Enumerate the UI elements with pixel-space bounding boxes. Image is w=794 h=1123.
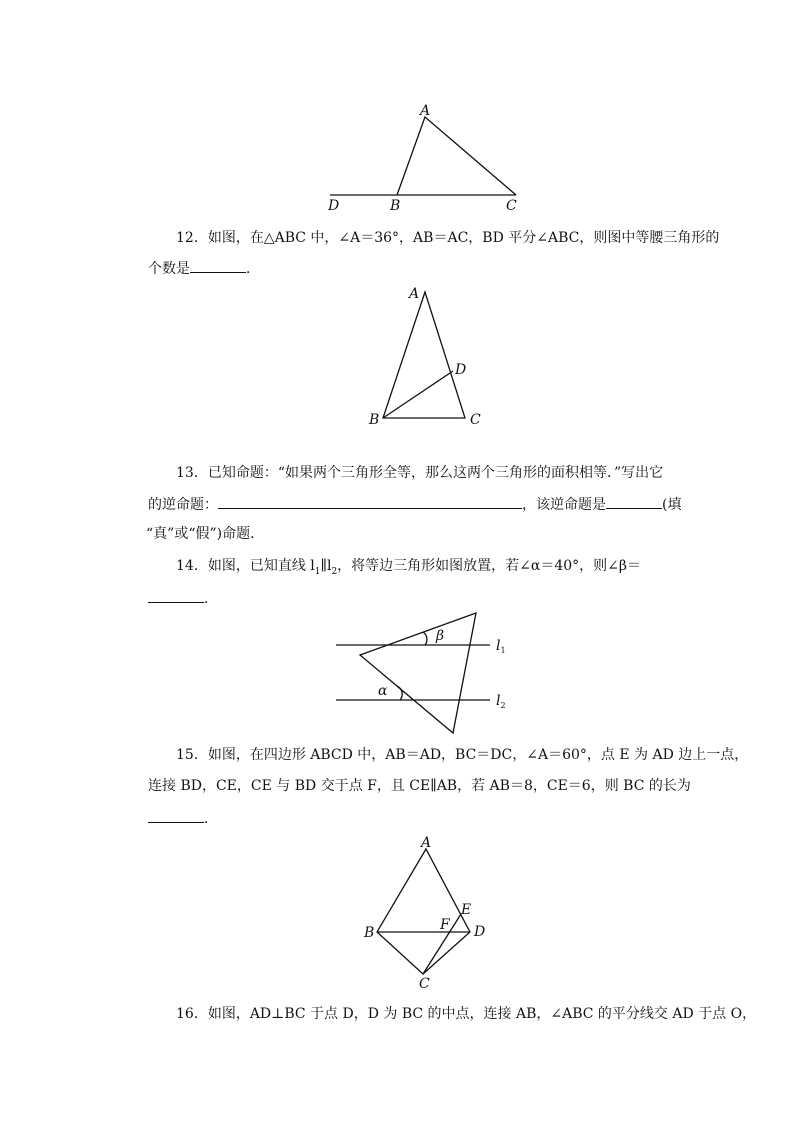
figure-q11 [320, 100, 530, 215]
q14-line2 [148, 588, 218, 609]
q13-text3: “真”或“假”)命题． [146, 526, 265, 542]
angle-alpha-arc [397, 686, 402, 700]
label-b: B [369, 412, 380, 428]
q13-line2 [148, 494, 681, 515]
label-c: C [470, 412, 481, 428]
quadrilateral-abcd [377, 849, 470, 974]
label-a: A [421, 835, 432, 851]
q13-text2-mid: ，该逆命题是 [522, 497, 606, 513]
label-l1-main: l [496, 638, 501, 654]
q13-text2-start: 的逆命题： [148, 497, 218, 513]
label-b: B [364, 925, 375, 941]
q15-line2 [148, 776, 691, 796]
label-b: B [390, 198, 401, 214]
q15-text2: 连接 BD，CE，CE 与 BD 交于点 F，且 CE∥AB，若 AB＝8，CE＝6，则 BC 的长为 [148, 778, 691, 794]
figure-q15 [360, 835, 495, 995]
q15-line1 [176, 745, 748, 765]
label-l2-sub: 2 [500, 701, 506, 710]
label-c: C [419, 976, 430, 992]
q14-sub2: 2 [331, 566, 338, 577]
q13-line1 [176, 463, 663, 483]
equilateral-triangle [360, 613, 476, 733]
q12-end: ． [246, 261, 260, 277]
q14-end: ． [204, 591, 218, 607]
label-alpha: α [378, 683, 388, 699]
q14-answer-blank[interactable] [148, 588, 204, 603]
label-f: F [440, 917, 450, 933]
label-l1-sub: 1 [500, 646, 506, 655]
q14-sub1: 1 [314, 566, 321, 577]
q16-text1: 16．如图，AD⊥BC 于点 D，D 为 BC 的中点，连接 AB，∠ABC 的平分线交 AD 于点 O， [176, 1006, 757, 1022]
q12-line2 [148, 258, 260, 279]
label-e: E [461, 902, 472, 918]
q15-end: ． [204, 811, 218, 827]
label-l2 [496, 693, 506, 710]
q14-text-start: 14．如图，已知直线 l [176, 558, 315, 574]
segment-bd [383, 371, 453, 418]
q16-line1 [176, 1004, 756, 1024]
label-a: A [409, 286, 420, 302]
q14-line1 [176, 556, 641, 582]
figure-q14 [330, 605, 520, 745]
q14-text-end: ，将等边三角形如图放置，若∠α＝40°，则∠β＝ [337, 558, 641, 574]
q12-line1 [176, 228, 719, 248]
q12-answer-blank[interactable] [190, 258, 246, 273]
label-a: A [420, 103, 431, 119]
label-l1 [496, 638, 506, 655]
q15-line3 [148, 808, 218, 829]
angle-beta-arc [423, 632, 427, 645]
label-d: D [328, 198, 340, 214]
figure-q12 [365, 284, 495, 434]
q12-text2: 个数是 [148, 261, 190, 277]
q13-text2-end: (填 [662, 497, 682, 513]
q13-truth-blank[interactable] [606, 494, 662, 509]
q14-parallel: ∥l [320, 558, 332, 574]
label-d: D [474, 924, 486, 940]
q15-text1: 15．如图，在四边形 ABCD 中，AB＝AD，BC＝DC，∠A＝60°，点 E 为 AD 边上一点， [176, 747, 749, 763]
label-c: C [506, 198, 517, 214]
q12-text: 12．如图，在△ABC 中，∠A＝36°，AB＝AC，BD 平分∠ABC，则图中等腰三角形的 [176, 230, 720, 246]
q13-text1: 13．已知命题：“如果两个三角形全等，那么这两个三角形的面积相等．”写出它 [176, 465, 664, 481]
q15-answer-blank[interactable] [148, 808, 204, 823]
q13-converse-blank[interactable] [218, 494, 522, 509]
triangle-abc [383, 292, 465, 418]
label-d: D [455, 362, 467, 378]
label-l2-main: l [496, 693, 501, 709]
triangle-abc [397, 117, 516, 195]
q13-line3 [146, 524, 264, 544]
label-beta: β [436, 628, 445, 644]
